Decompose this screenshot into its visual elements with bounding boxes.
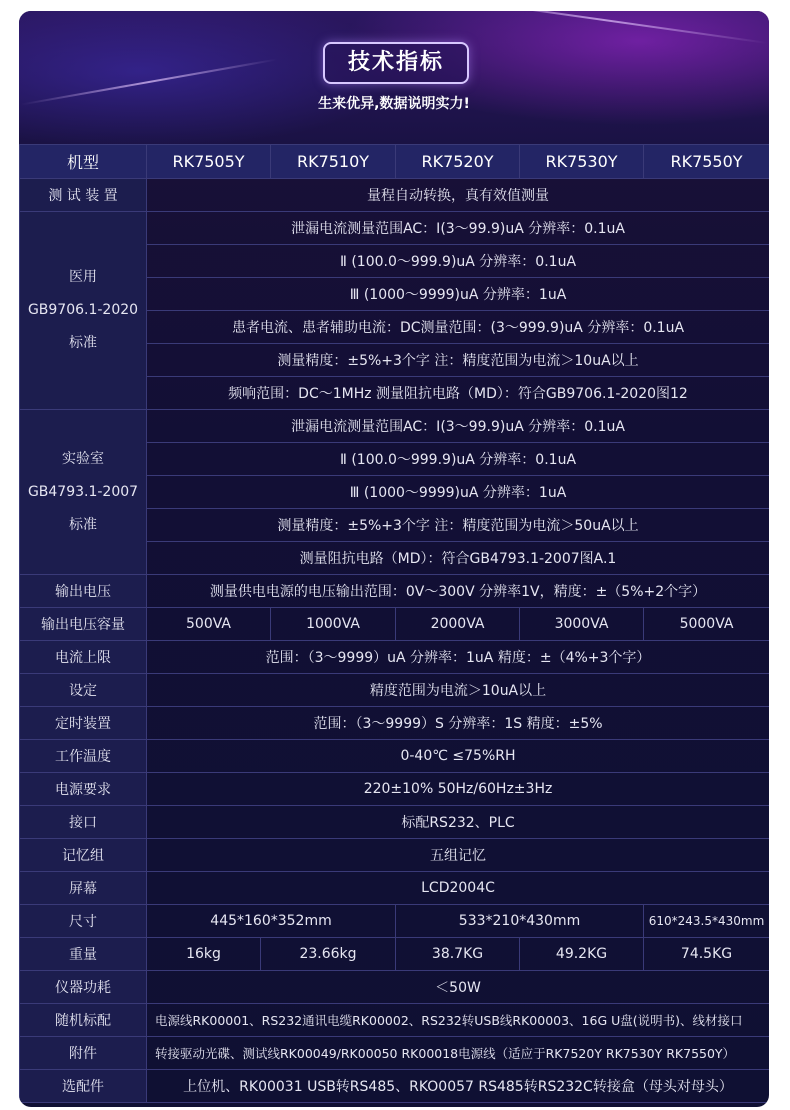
model-name: RK7510Y bbox=[271, 145, 396, 179]
capacity-cell: 500VA bbox=[147, 608, 271, 641]
row-label: 设定 bbox=[20, 674, 147, 707]
table-row bbox=[20, 641, 770, 674]
model-header-row bbox=[20, 145, 770, 179]
spec-card bbox=[19, 11, 769, 1107]
table-row bbox=[20, 971, 770, 1004]
model-label: 机型 bbox=[20, 145, 147, 179]
table-row bbox=[20, 1004, 770, 1037]
table-row bbox=[20, 410, 770, 443]
table-row bbox=[20, 1070, 770, 1103]
row-value: 电源线RK00001、RS232通讯电缆RK00002、RS232转USB线RK00003、16G U盘(说明书)、线材接口 bbox=[147, 1004, 770, 1037]
row-label: 接口 bbox=[20, 806, 147, 839]
row-value: 泄漏电流测量范围AC：Ⅰ(3～99.9)uA 分辨率：0.1uA bbox=[147, 410, 770, 443]
table-row bbox=[20, 938, 770, 971]
row-label: 随机标配 bbox=[20, 1004, 147, 1037]
row-label: 工作温度 bbox=[20, 740, 147, 773]
row-value: 测量精度：±5%+3个字 注：精度范围为电流＞10uA以上 bbox=[147, 344, 770, 377]
table-row bbox=[20, 707, 770, 740]
model-name: RK7550Y bbox=[644, 145, 769, 179]
row-value: LCD2004C bbox=[147, 872, 770, 905]
row-value: 测量阻抗电路（MD）：符合GB4793.1-2007图A.1 bbox=[147, 542, 770, 575]
table-row bbox=[20, 575, 770, 608]
spec-table bbox=[19, 144, 769, 1103]
light-streak bbox=[440, 11, 767, 44]
weight-cell: 16kg bbox=[147, 938, 261, 971]
table-row bbox=[20, 212, 770, 245]
label-line: 标准 bbox=[69, 335, 97, 351]
row-value: 精度范围为电流＞10uA以上 bbox=[147, 674, 770, 707]
row-label: 仪器功耗 bbox=[20, 971, 147, 1004]
row-label: 附件 bbox=[20, 1037, 147, 1070]
row-value: 量程自动转换，真有效值测量 bbox=[147, 179, 770, 212]
row-label: 记忆组 bbox=[20, 839, 147, 872]
table-row bbox=[20, 674, 770, 707]
table-row bbox=[20, 1037, 770, 1070]
weight-cell: 49.2KG bbox=[520, 938, 644, 971]
table-row bbox=[20, 608, 770, 641]
row-value: 测量精度：±5%+3个字 注：精度范围为电流＞50uA以上 bbox=[147, 509, 770, 542]
model-name: RK7530Y bbox=[520, 145, 644, 179]
row-value: 220±10% 50Hz/60Hz±3Hz bbox=[147, 773, 770, 806]
capacity-cell: 2000VA bbox=[396, 608, 520, 641]
label-line: 医用 bbox=[69, 269, 97, 285]
row-value: 测量供电电源的电压输出范围：0V～300V 分辨率1V，精度：±（5%+2个字） bbox=[147, 575, 770, 608]
row-value: Ⅲ (1000～9999)uA 分辨率：1uA bbox=[147, 476, 770, 509]
row-value: Ⅱ (100.0～999.9)uA 分辨率：0.1uA bbox=[147, 245, 770, 278]
row-value: 泄漏电流测量范围AC：Ⅰ(3～99.9)uA 分辨率：0.1uA bbox=[147, 212, 770, 245]
row-label: 尺寸 bbox=[20, 905, 147, 938]
label-line: 实验室 bbox=[62, 450, 104, 467]
header-banner bbox=[19, 11, 769, 144]
capacity-cell: 1000VA bbox=[271, 608, 396, 641]
row-value: 患者电流、患者辅助电流：DC测量范围：(3～999.9)uA 分辨率：0.1uA bbox=[147, 311, 770, 344]
size-cell: 610*243.5*430mm bbox=[644, 905, 769, 938]
medical-standard-label bbox=[20, 212, 147, 410]
lab-standard-label bbox=[20, 410, 147, 575]
row-value: 范围：（3～9999）uA 分辨率：1uA 精度：±（4%+3个字） bbox=[147, 641, 770, 674]
weight-cell: 38.7KG bbox=[396, 938, 520, 971]
row-label: 输出电压容量 bbox=[20, 608, 147, 641]
row-label: 屏幕 bbox=[20, 872, 147, 905]
row-value: 范围：（3～9999）S 分辨率：1S 精度：±5% bbox=[147, 707, 770, 740]
capacity-cell: 5000VA bbox=[644, 608, 769, 641]
table-row bbox=[20, 839, 770, 872]
row-value: 频响范围：DC～1MHz 测量阻抗电路（MD）：符合GB9706.1-2020图12 bbox=[147, 377, 770, 410]
row-label: 电流上限 bbox=[20, 641, 147, 674]
row-label: 测 试 装 置 bbox=[20, 179, 147, 212]
table-row bbox=[20, 740, 770, 773]
table-row bbox=[20, 806, 770, 839]
table-row bbox=[20, 179, 770, 212]
size-cell: 445*160*352mm bbox=[147, 905, 396, 938]
row-label: 电源要求 bbox=[20, 773, 147, 806]
row-value: 转接驱动光碟、测试线RK00049/RK00050 RK00018电源线（适应于RK7520Y RK7530Y RK7550Y） bbox=[147, 1037, 770, 1070]
table-row bbox=[20, 773, 770, 806]
row-value: Ⅲ (1000～9999)uA 分辨率：1uA bbox=[147, 278, 770, 311]
capacity-cell: 3000VA bbox=[520, 608, 644, 641]
table-row bbox=[20, 872, 770, 905]
row-label: 定时装置 bbox=[20, 707, 147, 740]
weight-cell: 74.5KG bbox=[644, 938, 769, 971]
label-line: GB9706.1-2020 bbox=[27, 302, 139, 318]
row-value: 0-40℃ ≤75%RH bbox=[147, 740, 770, 773]
row-label: 重量 bbox=[20, 938, 147, 971]
row-label: 输出电压 bbox=[20, 575, 147, 608]
row-value: 五组记忆 bbox=[147, 839, 770, 872]
model-name: RK7520Y bbox=[396, 145, 520, 179]
row-value: 上位机、RK00031 USB转RS485、RKO0057 RS485转RS232C转接盒（母头对母头） bbox=[147, 1070, 770, 1103]
size-cell: 533*210*430mm bbox=[396, 905, 644, 938]
row-label: 选配件 bbox=[20, 1070, 147, 1103]
row-value: ＜50W bbox=[147, 971, 770, 1004]
row-value: Ⅱ (100.0～999.9)uA 分辨率：0.1uA bbox=[147, 443, 770, 476]
page-title: 技术指标 bbox=[323, 42, 469, 84]
model-name: RK7505Y bbox=[147, 145, 271, 179]
label-line: 标准 bbox=[69, 516, 97, 533]
weight-cell: 23.66kg bbox=[261, 938, 396, 971]
label-line: GB4793.1-2007 bbox=[27, 483, 139, 500]
row-value: 标配RS232、PLC bbox=[147, 806, 770, 839]
page-subtitle: 生来优异,数据说明实力! bbox=[318, 96, 470, 112]
table-row bbox=[20, 905, 770, 938]
